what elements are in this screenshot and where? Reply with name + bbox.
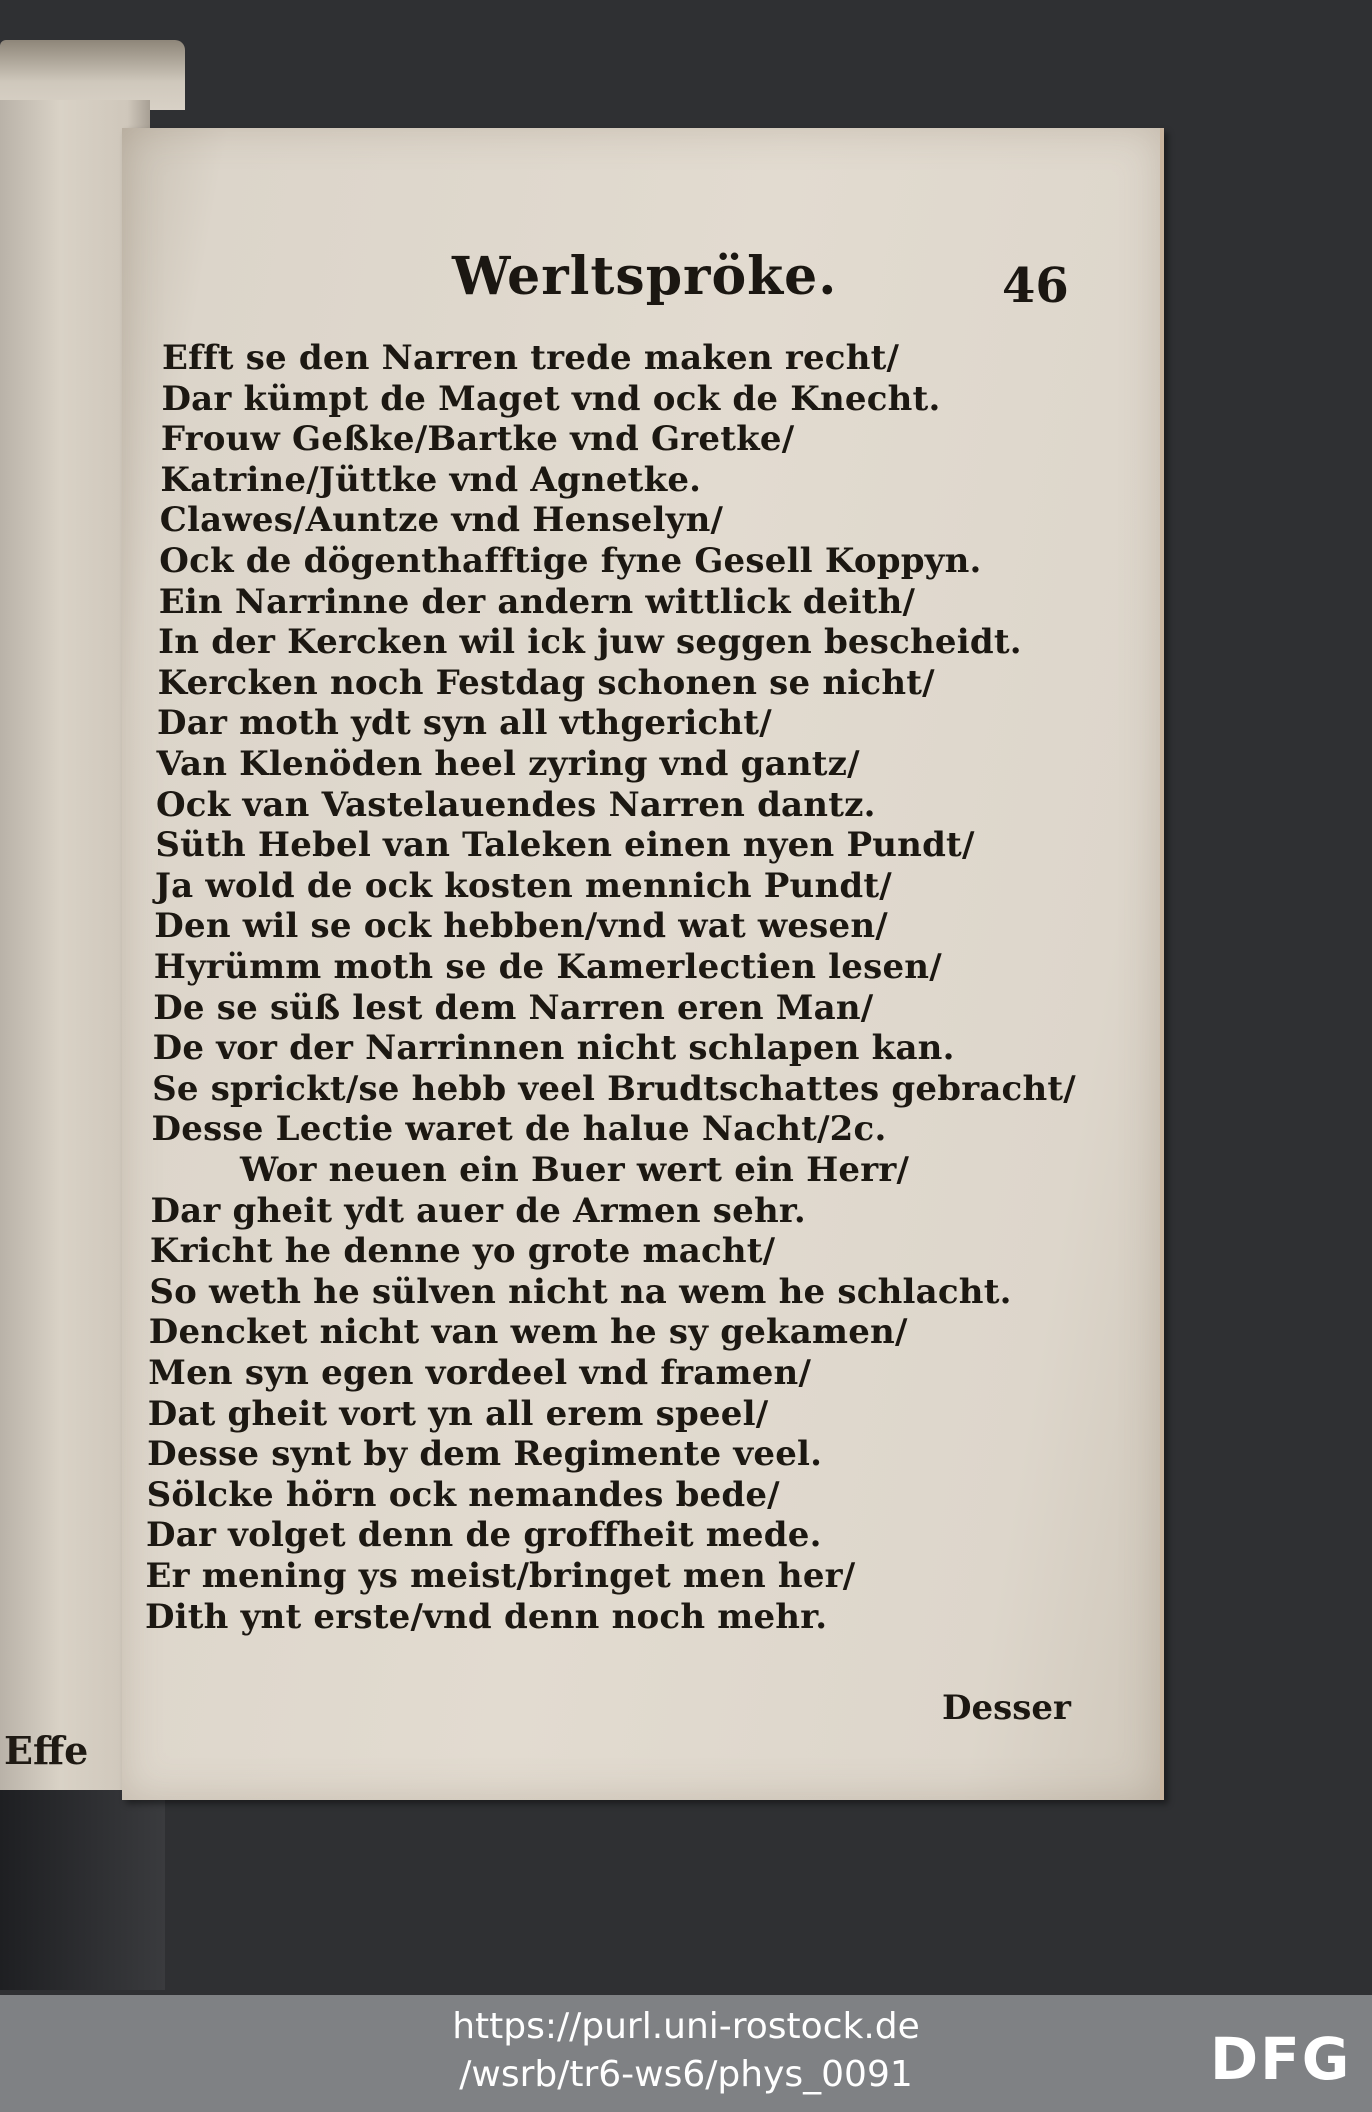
- verse-line: Den wil se ock hebben/vnd wat wesen/: [154, 906, 888, 947]
- verse-line: Ein Narrinne der andern wittlick deith/: [158, 581, 916, 622]
- verse-line: Ock de dögenthafftige fyne Gesell Koppyn.: [159, 541, 982, 581]
- verse-line: Süth Hebel van Taleken einen nyen Pundt/: [155, 825, 975, 866]
- permalink-line-2[interactable]: /wsrb/tr6-ws6/phys_0091: [459, 2054, 913, 2095]
- page-number: 46: [1002, 258, 1069, 314]
- verse-line: Clawes/Auntze vnd Henselyn/: [159, 500, 724, 541]
- verse-line: Ja wold de ock kosten mennich Pundt/: [154, 865, 892, 906]
- catchword: Desser: [942, 1688, 1071, 1728]
- permalink-line-1[interactable]: https://purl.uni-rostock.de: [452, 2006, 920, 2047]
- right-page: [122, 128, 1164, 1800]
- left-page-catchword: Effe: [4, 1728, 89, 1773]
- verse-line: Ock van Vastelauendes Narren dantz.: [155, 784, 876, 825]
- book-spine-shadow: [0, 1790, 165, 1990]
- verse-line: Se sprickt/se hebb veel Brudtschattes gebracht/: [152, 1068, 1076, 1109]
- verse-line: De vor der Narrinnen nicht schlapen kan.: [152, 1028, 955, 1069]
- verse-line: Dencket nicht van wem he sy gekamen/: [148, 1312, 908, 1353]
- verse-line: De se süß lest dem Narren eren Man/: [153, 987, 874, 1028]
- verse-line: Dat gheit vort yn all erem speel/: [147, 1393, 769, 1434]
- verse-line: Dar kümpt de Maget vnd ock de Knecht.: [161, 378, 941, 419]
- verse-line: Frouw Geßke/Bartke vnd Gretke/: [160, 419, 795, 460]
- verse-line: Dar gheit ydt auer de Armen sehr.: [150, 1190, 806, 1231]
- verse-line: Dar moth ydt syn all vthgericht/: [157, 703, 772, 744]
- verse-line: Men syn egen vordeel vnd framen/: [148, 1353, 812, 1393]
- verse-line: So weth he sülven nicht na wem he schlacht.: [149, 1271, 1012, 1312]
- footer-bar: [0, 1995, 1372, 2112]
- verse-line: Kricht he denne yo grote macht/: [149, 1231, 776, 1272]
- verse-line: Dar volget denn de groffheit mede.: [146, 1515, 822, 1556]
- verse-line: Efft se den Narren trede maken recht/: [162, 338, 900, 378]
- dfg-logo: DFG: [1210, 2025, 1352, 2093]
- verse-line: Kercken noch Festdag schonen se nicht/: [157, 662, 935, 703]
- verse-line: Van Klenöden heel zyring vnd gantz/: [156, 744, 860, 784]
- running-head: Werltspröke.: [452, 246, 838, 307]
- verse-line: Desse Lectie waret de halue Nacht/2c.: [151, 1109, 887, 1150]
- verse-line: Wor neuen ein Buer wert ein Herr/: [240, 1150, 910, 1190]
- verse-line: Katrine/Jüttke vnd Agnetke.: [160, 459, 702, 500]
- verse-line: Desse synt by dem Regimente veel.: [147, 1434, 823, 1475]
- verse-line: Sölcke hörn ock nemandes bede/: [146, 1474, 780, 1515]
- verse-line: Hyrümm moth se de Kamerlectien lesen/: [153, 947, 942, 987]
- verse-line: In der Kercken wil ick juw seggen bescheidt.: [158, 622, 1022, 663]
- permalink[interactable]: [0, 2003, 1372, 2099]
- verse-line: Dith ynt erste/vnd denn noch mehr.: [144, 1596, 828, 1637]
- verse-line: Er mening ys meist/bringet men her/: [145, 1556, 856, 1596]
